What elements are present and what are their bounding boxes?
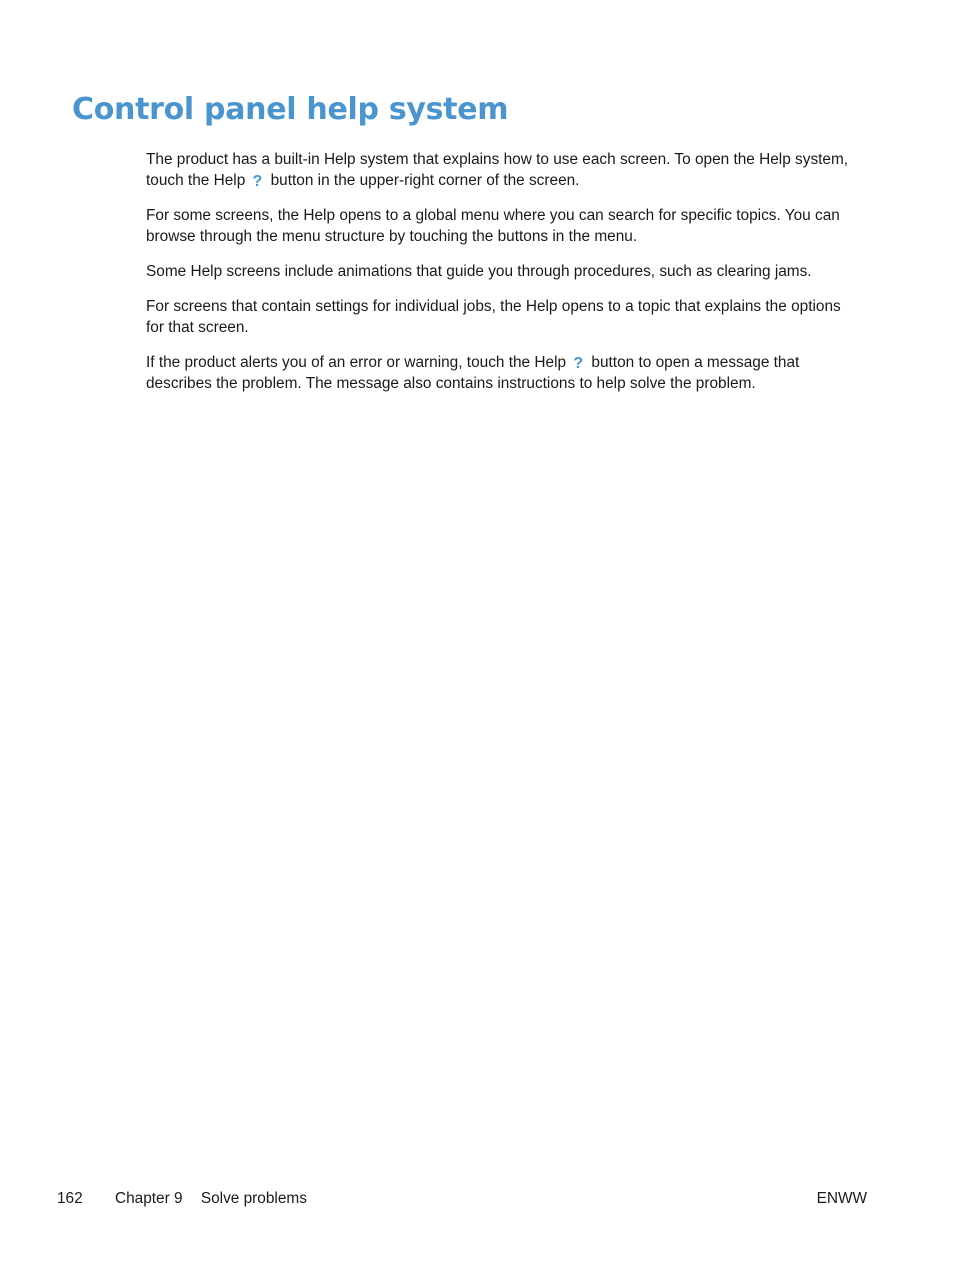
page-number: 162 xyxy=(57,1190,83,1207)
help-icon: ? xyxy=(573,355,584,372)
page-title: Control panel help system xyxy=(72,92,509,127)
paragraph-animations: Some Help screens include animations that guide you through procedures, such as clearing jams. xyxy=(146,263,812,280)
paragraph-error-help xyxy=(146,352,858,394)
footer-doc-code: ENWW xyxy=(816,1190,867,1207)
footer-left xyxy=(57,1188,307,1209)
paragraph-text: The product has a built-in Help system that explains how to use each screen. To open the Help system, touch the Help xyxy=(146,151,849,189)
section-label: Solve problems xyxy=(200,1190,307,1207)
paragraph-text: button in the upper-right corner of the screen. xyxy=(270,172,580,189)
paragraph-help-intro xyxy=(146,149,858,191)
paragraph-job-settings: For screens that contain settings for individual jobs, the Help opens to a topic that explains the options for that screen. xyxy=(146,298,841,336)
chapter-label: Chapter 9 xyxy=(114,1190,183,1207)
body-text xyxy=(146,149,858,408)
paragraph-text: button to open a message that describes the problem. The message also contains instructions to help solve the problem. xyxy=(146,354,800,392)
paragraph-text: If the product alerts you of an error or warning, touch the Help xyxy=(146,354,567,371)
paragraph-global-menu: For some screens, the Help opens to a global menu where you can search for specific topics. You can browse through the menu structure by touching the buttons in the menu. xyxy=(146,207,840,245)
help-icon: ? xyxy=(252,173,263,190)
